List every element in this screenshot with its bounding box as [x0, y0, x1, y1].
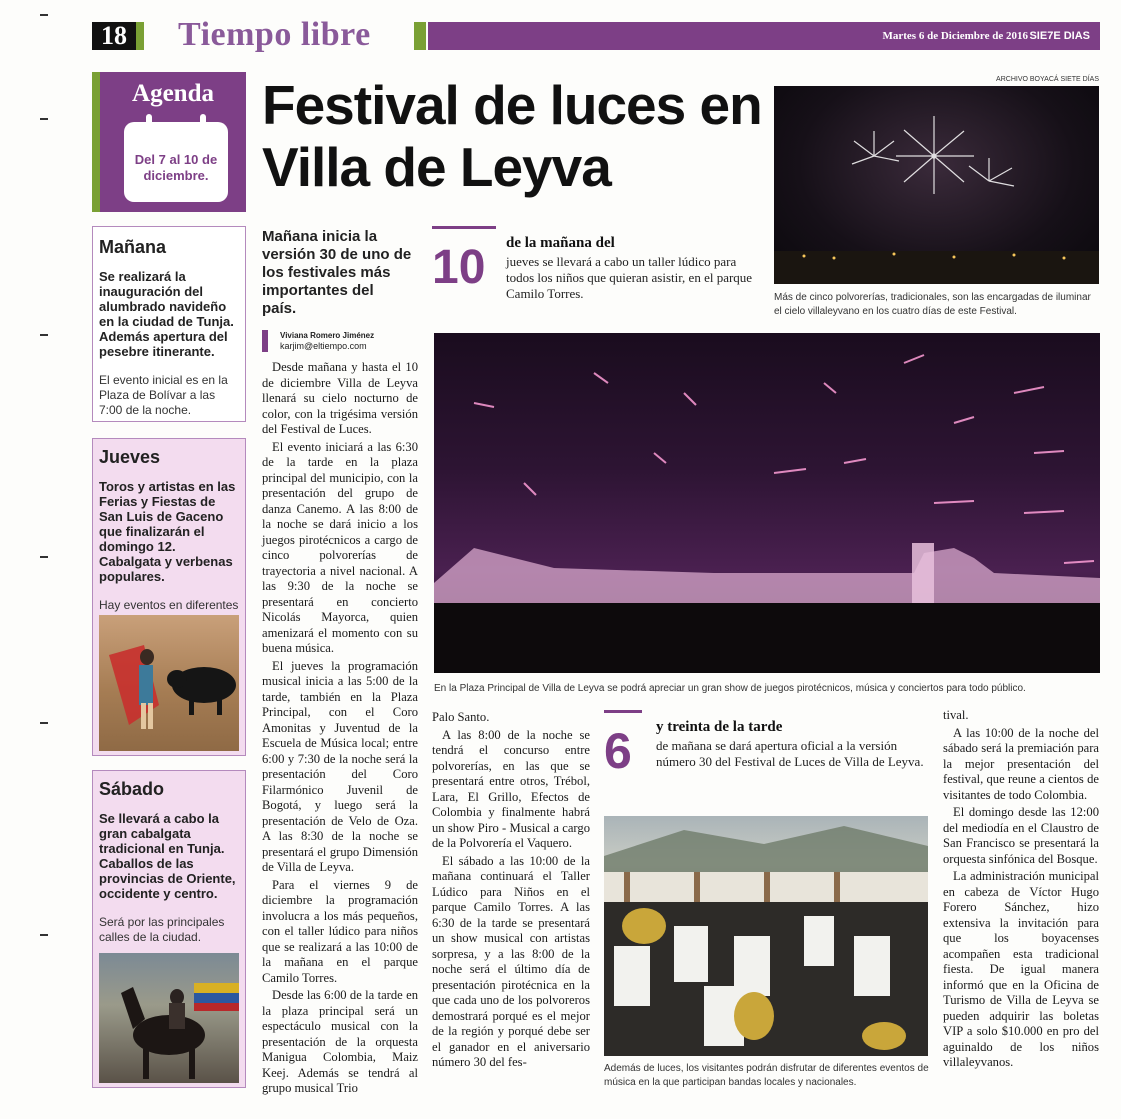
header-band	[428, 22, 1100, 50]
photo-credit: ARCHIVO BOYACÁ SIETE DÍAS	[996, 76, 1099, 83]
agenda-item-note: Hay eventos en diferentes	[99, 598, 239, 612]
pull-quote-rule	[432, 226, 496, 229]
agenda-item-lead: Se llevará a cabo la gran cabalgata tradicional en Tunja. Caballos de las provincias de Oriente, occidente y centro.	[99, 811, 236, 901]
agenda-item-title: Sábado	[99, 779, 165, 799]
issue-date: Martes 6 de Diciembre de 2016	[882, 30, 1028, 42]
pull-quote-title: de la mañana del	[506, 235, 615, 251]
article-paragraph: A las 8:00 de la noche se tendrá el concurso entre polvorerías, en las que se presentará entre otros, Trébol, Lara, El Grillo, Efectos de Colombia y finalmente habrá un show Piro - Musical a cargo de la Polvorería el Vaquero.	[432, 727, 590, 850]
agenda-item-note: El evento inicial es en la Plaza de Bolívar a las 7:00 de la noche.	[99, 373, 228, 417]
margin-tick	[40, 934, 48, 936]
calendar-ring	[146, 114, 152, 130]
agenda-dates: Del 7 al 10 de diciembre.	[134, 152, 218, 183]
brand-logo: SIE7E DIAS	[1029, 30, 1090, 42]
pull-quote-rule	[604, 710, 642, 713]
pull-quote-body: jueves se llevará a cabo un taller lúdico para todos los niños que quieran asistir, en el parque Camilo Torres.	[506, 254, 753, 301]
article-paragraph: El jueves la programación musical inicia a las 5:00 de la tarde, también en la Plaza Principal, con el Coro Amonitas y Juventud de la Escuela de Música local; entre 6:00 y 7:30 de la noche será la presentación del Coro Filarmónico Juvenil de Bogotá, y luego será la presentación de Velo de Oza. A las 8:30 de la noche se presentará el grupo Dimensión de Villa de Leyva.	[262, 658, 418, 874]
concert-illustration	[604, 816, 928, 1056]
photo-caption: En la Plaza Principal de Villa de Leyva se podrá apreciar un gran show de juegos pirotécnicos, música y conciertos para todo público.	[434, 683, 1026, 694]
agenda-item-title: Jueves	[99, 447, 161, 467]
calendar-body	[124, 122, 228, 202]
article-paragraph: Para el viernes 9 de diciembre la programación involucra a los más pequeños, con el taller lúdico para niños que se realizará a las 10:00 de la mañana en el parque Camilo Torres.	[262, 877, 418, 985]
photo-caption: Más de cinco polvorerías, tradicionales, son las encargadas de iluminar el cielo villaleyvano en los cuatro días de este Festival.	[774, 292, 1091, 317]
pull-quote-6	[604, 710, 934, 800]
page-number: 18	[92, 22, 136, 50]
pull-quote-10	[432, 226, 752, 316]
byline-email: karjim@eltiempo.com	[280, 341, 367, 351]
agenda-box	[92, 72, 246, 212]
agenda-item-lead: Se realizará la inauguración del alumbrado navideño en la ciudad de Tunja. Además apertura del pesebre itinerante.	[99, 269, 234, 359]
pull-quote-number: 6	[604, 723, 632, 779]
header-accent-bar	[414, 22, 426, 50]
article-paragraph: Desde las 6:00 de la tarde en la plaza principal será un espectáculo musical con la presentación de la orquesta Manigua Colombia, Maiz Keej. Además se tendrá al grupo musical Trio	[262, 988, 418, 1095]
concert-photo	[604, 816, 928, 1056]
article-headline: Festival de luces en Villa de Leyva	[262, 74, 762, 198]
article-paragraph: Desde mañana y hasta el 10 de diciembre Villa de Leyva llenará su cielo nocturno de color, con la trigésima versión del Festival de Luces.	[262, 360, 418, 436]
byline	[262, 330, 422, 352]
margin-tick	[40, 722, 48, 724]
margin-tick	[40, 14, 48, 16]
agenda-item-manana	[92, 226, 246, 422]
pull-quote-title: y treinta de la tarde	[656, 719, 783, 735]
margin-tick	[40, 118, 48, 120]
bullfight-illustration	[99, 615, 239, 751]
article-paragraph: El sábado a las 10:00 de la mañana continuará el Taller Lúdico para Niños en el parque Camilo Torres. A las 6:30 de la tarde se presentará un show musical con artistas sorpresa, y a las 8:00 de la noche será el último día de presentación pirotécnica en la que cada uno de los polvoreros demostrará porqué es el mejor de la región y porqué debe ser el ganador en el aniversario número 30 del fes-	[432, 853, 590, 1069]
calendar-ring	[200, 114, 206, 130]
agenda-item-lead: Toros y artistas en las Ferias y Fiestas de San Luis de Gaceno que finalizarán el domingo 12. Cabalgata y verbenas populares.	[99, 479, 236, 584]
page-header	[92, 16, 1100, 53]
article-paragraph: Palo Santo.	[432, 710, 490, 724]
horse-parade-photo	[99, 953, 239, 1083]
article-deck: Mañana inicia la versión 30 de uno de los festivales más importantes del país.	[262, 228, 412, 317]
article-paragraph: tival.	[943, 708, 969, 722]
article-column	[943, 708, 1099, 1098]
margin-tick	[40, 556, 48, 558]
bullfight-photo	[99, 615, 239, 751]
article-column	[432, 710, 590, 1100]
article-column	[262, 360, 418, 1100]
agenda-item-jueves	[92, 438, 246, 756]
calendar-icon	[124, 114, 228, 202]
margin-tick	[40, 334, 48, 336]
section-title: Tiempo libre	[178, 16, 371, 53]
agenda-item-sabado	[92, 770, 246, 1088]
pull-quote-body: de mañana se dará apertura oficial a la versión número 30 del Festival de Luces de Villa de Leyva.	[656, 738, 924, 769]
article-paragraph: A las 10:00 de la noche del sábado será la premiación para la mejor presentación del festival, que reune a cientos de visitantes de todo Colombia.	[943, 725, 1099, 802]
article-paragraph: La administración municipal en cabeza de Víctor Hugo Forero Sánchez, hizo extensiva la invitación para que los boyacenses acompañen esta tradicional fiesta. De igual manera informó que en la Oficina de Turismo de Villa de Leyva se pueden adquirir las boletas VIP a solo $10.000 en pro del aguinaldo de los niños villaleyvanos.	[943, 869, 1099, 1069]
agenda-item-note: Será por las principales calles de la ciudad.	[99, 915, 225, 944]
fireworks-photo	[774, 86, 1099, 284]
agenda-title: Agenda	[132, 80, 214, 107]
article-paragraph: El domingo desde las 12:00 del mediodía en el Claustro de San Francisco se presentará la orquesta sinfónica del Bosque.	[943, 805, 1099, 866]
pull-quote-number: 10	[432, 241, 486, 294]
fireworks-illustration	[774, 86, 1099, 284]
horse-illustration	[99, 953, 239, 1083]
plaza-illustration	[434, 333, 1100, 673]
article-paragraph: El evento iniciará a las 6:30 de la tarde en la plaza principal del municipio, con la presentación del grupo de danza Canemo. A las 8:00 de la noche se dará inicio a los juegos pirotécnicos a cargo de cinco polvorerías de trayectoria a nivel nacional. A las 9:30 de la noche se presentará en concierto Nicolás Mayorca, quien amenizará el momento con su buena música.	[262, 439, 418, 655]
photo-caption: Además de luces, los visitantes podrán disfrutar de diferentes eventos de música en la que participan bandas locales y nacionales.	[604, 1063, 929, 1088]
plaza-fireworks-photo	[434, 333, 1100, 673]
header-accent-bar	[136, 22, 144, 50]
agenda-item-title: Mañana	[99, 237, 167, 257]
byline-name: Viviana Romero Jiménez	[280, 331, 375, 340]
agenda-accent-bar	[92, 72, 100, 212]
